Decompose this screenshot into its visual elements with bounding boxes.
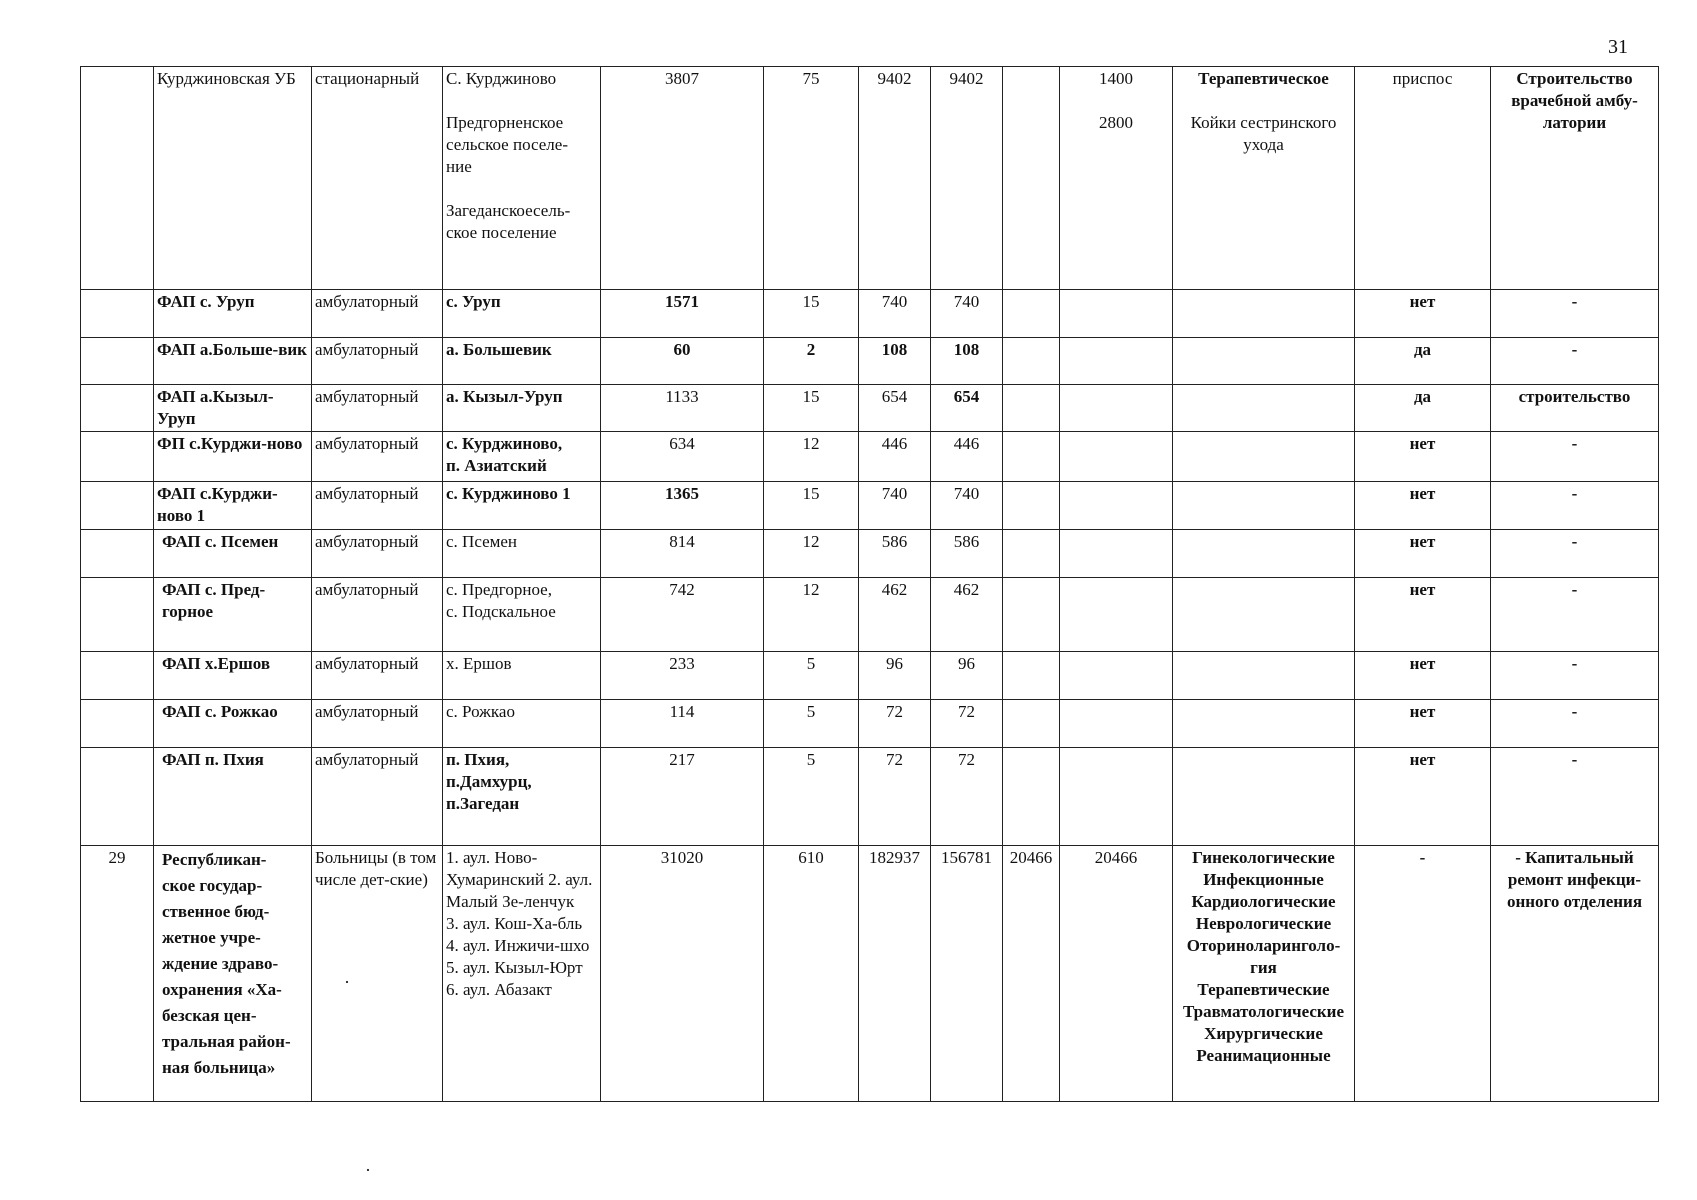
bed-profile — [1173, 338, 1355, 385]
planned-works: строительство — [1491, 385, 1659, 432]
table-row — [81, 652, 1659, 700]
value-4: 654 — [931, 385, 1003, 432]
facility-type: амбулаторный — [312, 290, 443, 338]
table-row — [81, 67, 1659, 290]
adapted-status: нет — [1355, 578, 1491, 652]
value-2: 12 — [764, 432, 859, 482]
row-number — [81, 385, 154, 432]
value-3: 446 — [859, 432, 931, 482]
table-row — [81, 700, 1659, 748]
value-1: 742 — [601, 578, 764, 652]
planned-works: - — [1491, 482, 1659, 530]
value-2: 5 — [764, 652, 859, 700]
value-5 — [1003, 748, 1060, 846]
value-5: 20466 — [1003, 846, 1060, 1102]
facility-name: ФАП п. Пхия — [154, 748, 312, 846]
value-3: 740 — [859, 290, 931, 338]
bed-profile — [1173, 700, 1355, 748]
facility-type: стационарный — [312, 67, 443, 290]
value-4: 108 — [931, 338, 1003, 385]
value-6 — [1060, 432, 1173, 482]
facility-location: п. Пхия, п.Дамхурц, п.Загедан — [443, 748, 601, 846]
facility-type: амбулаторный — [312, 700, 443, 748]
adapted-status: да — [1355, 385, 1491, 432]
value-5 — [1003, 482, 1060, 530]
value-3: 9402 — [859, 67, 931, 290]
row-number — [81, 700, 154, 748]
planned-works: - — [1491, 578, 1659, 652]
table-row — [81, 846, 1659, 1102]
adapted-status: нет — [1355, 432, 1491, 482]
bed-profile — [1173, 530, 1355, 578]
value-6 — [1060, 748, 1173, 846]
bed-profile: Гинекологические Инфекционные Кардиологические Неврологические Оториноларинголо- гия Терапевтические Травматологические Хирургические Реанимационные — [1173, 846, 1355, 1102]
row-number — [81, 578, 154, 652]
value-2: 610 — [764, 846, 859, 1102]
value-3: 108 — [859, 338, 931, 385]
adapted-status: нет — [1355, 652, 1491, 700]
row-number — [81, 290, 154, 338]
value-4: 9402 — [931, 67, 1003, 290]
value-3: 462 — [859, 578, 931, 652]
value-1: 233 — [601, 652, 764, 700]
value-3: 72 — [859, 700, 931, 748]
adapted-status: нет — [1355, 290, 1491, 338]
page-number: 31 — [1608, 36, 1628, 58]
table-row — [81, 290, 1659, 338]
value-6 — [1060, 290, 1173, 338]
row-number — [81, 482, 154, 530]
value-6 — [1060, 700, 1173, 748]
value-5 — [1003, 578, 1060, 652]
value-3: 72 — [859, 748, 931, 846]
value-5 — [1003, 338, 1060, 385]
facility-location: с. Курджиново, п. Азиатский — [443, 432, 601, 482]
value-4: 72 — [931, 700, 1003, 748]
value-5 — [1003, 700, 1060, 748]
adapted-status: нет — [1355, 700, 1491, 748]
value-1: 60 — [601, 338, 764, 385]
facility-location: с. Уруп — [443, 290, 601, 338]
value-2: 15 — [764, 385, 859, 432]
value-2: 5 — [764, 748, 859, 846]
value-5 — [1003, 67, 1060, 290]
facility-type: амбулаторный — [312, 748, 443, 846]
value-6 — [1060, 338, 1173, 385]
facility-name: ФАП х.Ершов — [154, 652, 312, 700]
bed-profile — [1173, 290, 1355, 338]
row-number — [81, 67, 154, 290]
facility-type: амбулаторный — [312, 482, 443, 530]
value-1: 114 — [601, 700, 764, 748]
facility-type: амбулаторный — [312, 578, 443, 652]
row-number: 29 — [81, 846, 154, 1102]
facility-location: С. Курджиново Предгорненское сельское поселе- ние Загеданскоесель- ское поселение — [443, 67, 601, 290]
facility-type: Больницы (в том числе дет-ские) — [312, 846, 443, 1102]
facility-location: 1. аул. Ново-Хумаринский 2. аул. Малый Зе-ленчук 3. аул. Кош-Ха-бль 4. аул. Инжичи-шхо 5. аул. Кызыл-Юрт 6. аул. Абазакт — [443, 846, 601, 1102]
table-row — [81, 530, 1659, 578]
facility-type: амбулаторный — [312, 530, 443, 578]
value-1: 3807 — [601, 67, 764, 290]
planned-works: - — [1491, 652, 1659, 700]
facility-name: ФАП с.Курджи-ново 1 — [154, 482, 312, 530]
value-5 — [1003, 290, 1060, 338]
facility-name: ФП с.Курджи-ново — [154, 432, 312, 482]
planned-works: - — [1491, 432, 1659, 482]
value-6 — [1060, 578, 1173, 652]
value-3: 740 — [859, 482, 931, 530]
facility-type: амбулаторный — [312, 385, 443, 432]
bed-profile — [1173, 385, 1355, 432]
facility-name: ФАП с. Пред-горное — [154, 578, 312, 652]
planned-works: - — [1491, 700, 1659, 748]
facility-name: Республикан- ское государ- ственное бюд- жетное учре- ждение здраво- охранения «Ха- безская цен- тральная район- ная больница» — [154, 846, 312, 1102]
value-1: 1365 — [601, 482, 764, 530]
planned-works: - — [1491, 338, 1659, 385]
table-row — [81, 748, 1659, 846]
facility-location: с. Предгорное, с. Подскальное — [443, 578, 601, 652]
facility-name: ФАП а.Кызыл-Уруп — [154, 385, 312, 432]
value-1: 1571 — [601, 290, 764, 338]
adapted-status: приспос — [1355, 67, 1491, 290]
planned-works: - — [1491, 748, 1659, 846]
value-3: 586 — [859, 530, 931, 578]
value-6 — [1060, 482, 1173, 530]
value-1: 217 — [601, 748, 764, 846]
facility-location: х. Ершов — [443, 652, 601, 700]
adapted-status: нет — [1355, 748, 1491, 846]
facility-location: с. Рожкао — [443, 700, 601, 748]
value-1: 634 — [601, 432, 764, 482]
facility-name: ФАП с. Рожкао — [154, 700, 312, 748]
value-2: 75 — [764, 67, 859, 290]
table-row — [81, 338, 1659, 385]
value-4: 72 — [931, 748, 1003, 846]
value-3: 96 — [859, 652, 931, 700]
planned-works: - Капитальный ремонт инфекци- онного отделения — [1491, 846, 1659, 1102]
value-5 — [1003, 652, 1060, 700]
value-2: 12 — [764, 530, 859, 578]
facility-name: ФАП с. Уруп — [154, 290, 312, 338]
value-5 — [1003, 530, 1060, 578]
value-4: 96 — [931, 652, 1003, 700]
value-3: 654 — [859, 385, 931, 432]
row-number — [81, 338, 154, 385]
facility-location: а. Кызыл-Уруп — [443, 385, 601, 432]
planned-works: Строительство врачебной амбу- латории — [1491, 67, 1659, 290]
value-2: 12 — [764, 578, 859, 652]
facility-type: амбулаторный — [312, 432, 443, 482]
facility-type: амбулаторный — [312, 652, 443, 700]
facility-name: Курджиновская УБ — [154, 67, 312, 290]
bed-profile — [1173, 578, 1355, 652]
facility-name: ФАП с. Псемен — [154, 530, 312, 578]
value-2: 2 — [764, 338, 859, 385]
table-row — [81, 432, 1659, 482]
table-row — [81, 482, 1659, 530]
row-number — [81, 530, 154, 578]
stray-mark: · — [365, 1160, 371, 1180]
adapted-status: - — [1355, 846, 1491, 1102]
facility-name: ФАП а.Больше-вик — [154, 338, 312, 385]
bed-profile — [1173, 432, 1355, 482]
value-2: 5 — [764, 700, 859, 748]
facility-location: с. Псемен — [443, 530, 601, 578]
value-4: 740 — [931, 290, 1003, 338]
value-6 — [1060, 652, 1173, 700]
row-number — [81, 432, 154, 482]
planned-works: - — [1491, 290, 1659, 338]
value-1: 814 — [601, 530, 764, 578]
value-6 — [1060, 530, 1173, 578]
value-6: 20466 — [1060, 846, 1173, 1102]
stray-mark: · — [344, 972, 350, 992]
value-1: 1133 — [601, 385, 764, 432]
adapted-status: да — [1355, 338, 1491, 385]
value-6 — [1060, 385, 1173, 432]
facility-location: с. Курджиново 1 — [443, 482, 601, 530]
bed-profile — [1173, 748, 1355, 846]
value-4: 586 — [931, 530, 1003, 578]
adapted-status: нет — [1355, 482, 1491, 530]
facilities-table — [80, 66, 1659, 1102]
value-5 — [1003, 385, 1060, 432]
value-3: 182937 — [859, 846, 931, 1102]
value-2: 15 — [764, 482, 859, 530]
table-row — [81, 578, 1659, 652]
row-number — [81, 748, 154, 846]
value-5 — [1003, 432, 1060, 482]
row-number — [81, 652, 154, 700]
value-1: 31020 — [601, 846, 764, 1102]
value-4: 446 — [931, 432, 1003, 482]
bed-profile — [1173, 482, 1355, 530]
facility-location: а. Большевик — [443, 338, 601, 385]
facility-type: амбулаторный — [312, 338, 443, 385]
bed-profile: Терапевтическое Койки сестринского ухода — [1173, 67, 1355, 290]
bed-profile — [1173, 652, 1355, 700]
value-6: 1400 2800 — [1060, 67, 1173, 290]
table-row — [81, 385, 1659, 432]
value-2: 15 — [764, 290, 859, 338]
value-4: 462 — [931, 578, 1003, 652]
value-4: 740 — [931, 482, 1003, 530]
adapted-status: нет — [1355, 530, 1491, 578]
planned-works: - — [1491, 530, 1659, 578]
value-4: 156781 — [931, 846, 1003, 1102]
